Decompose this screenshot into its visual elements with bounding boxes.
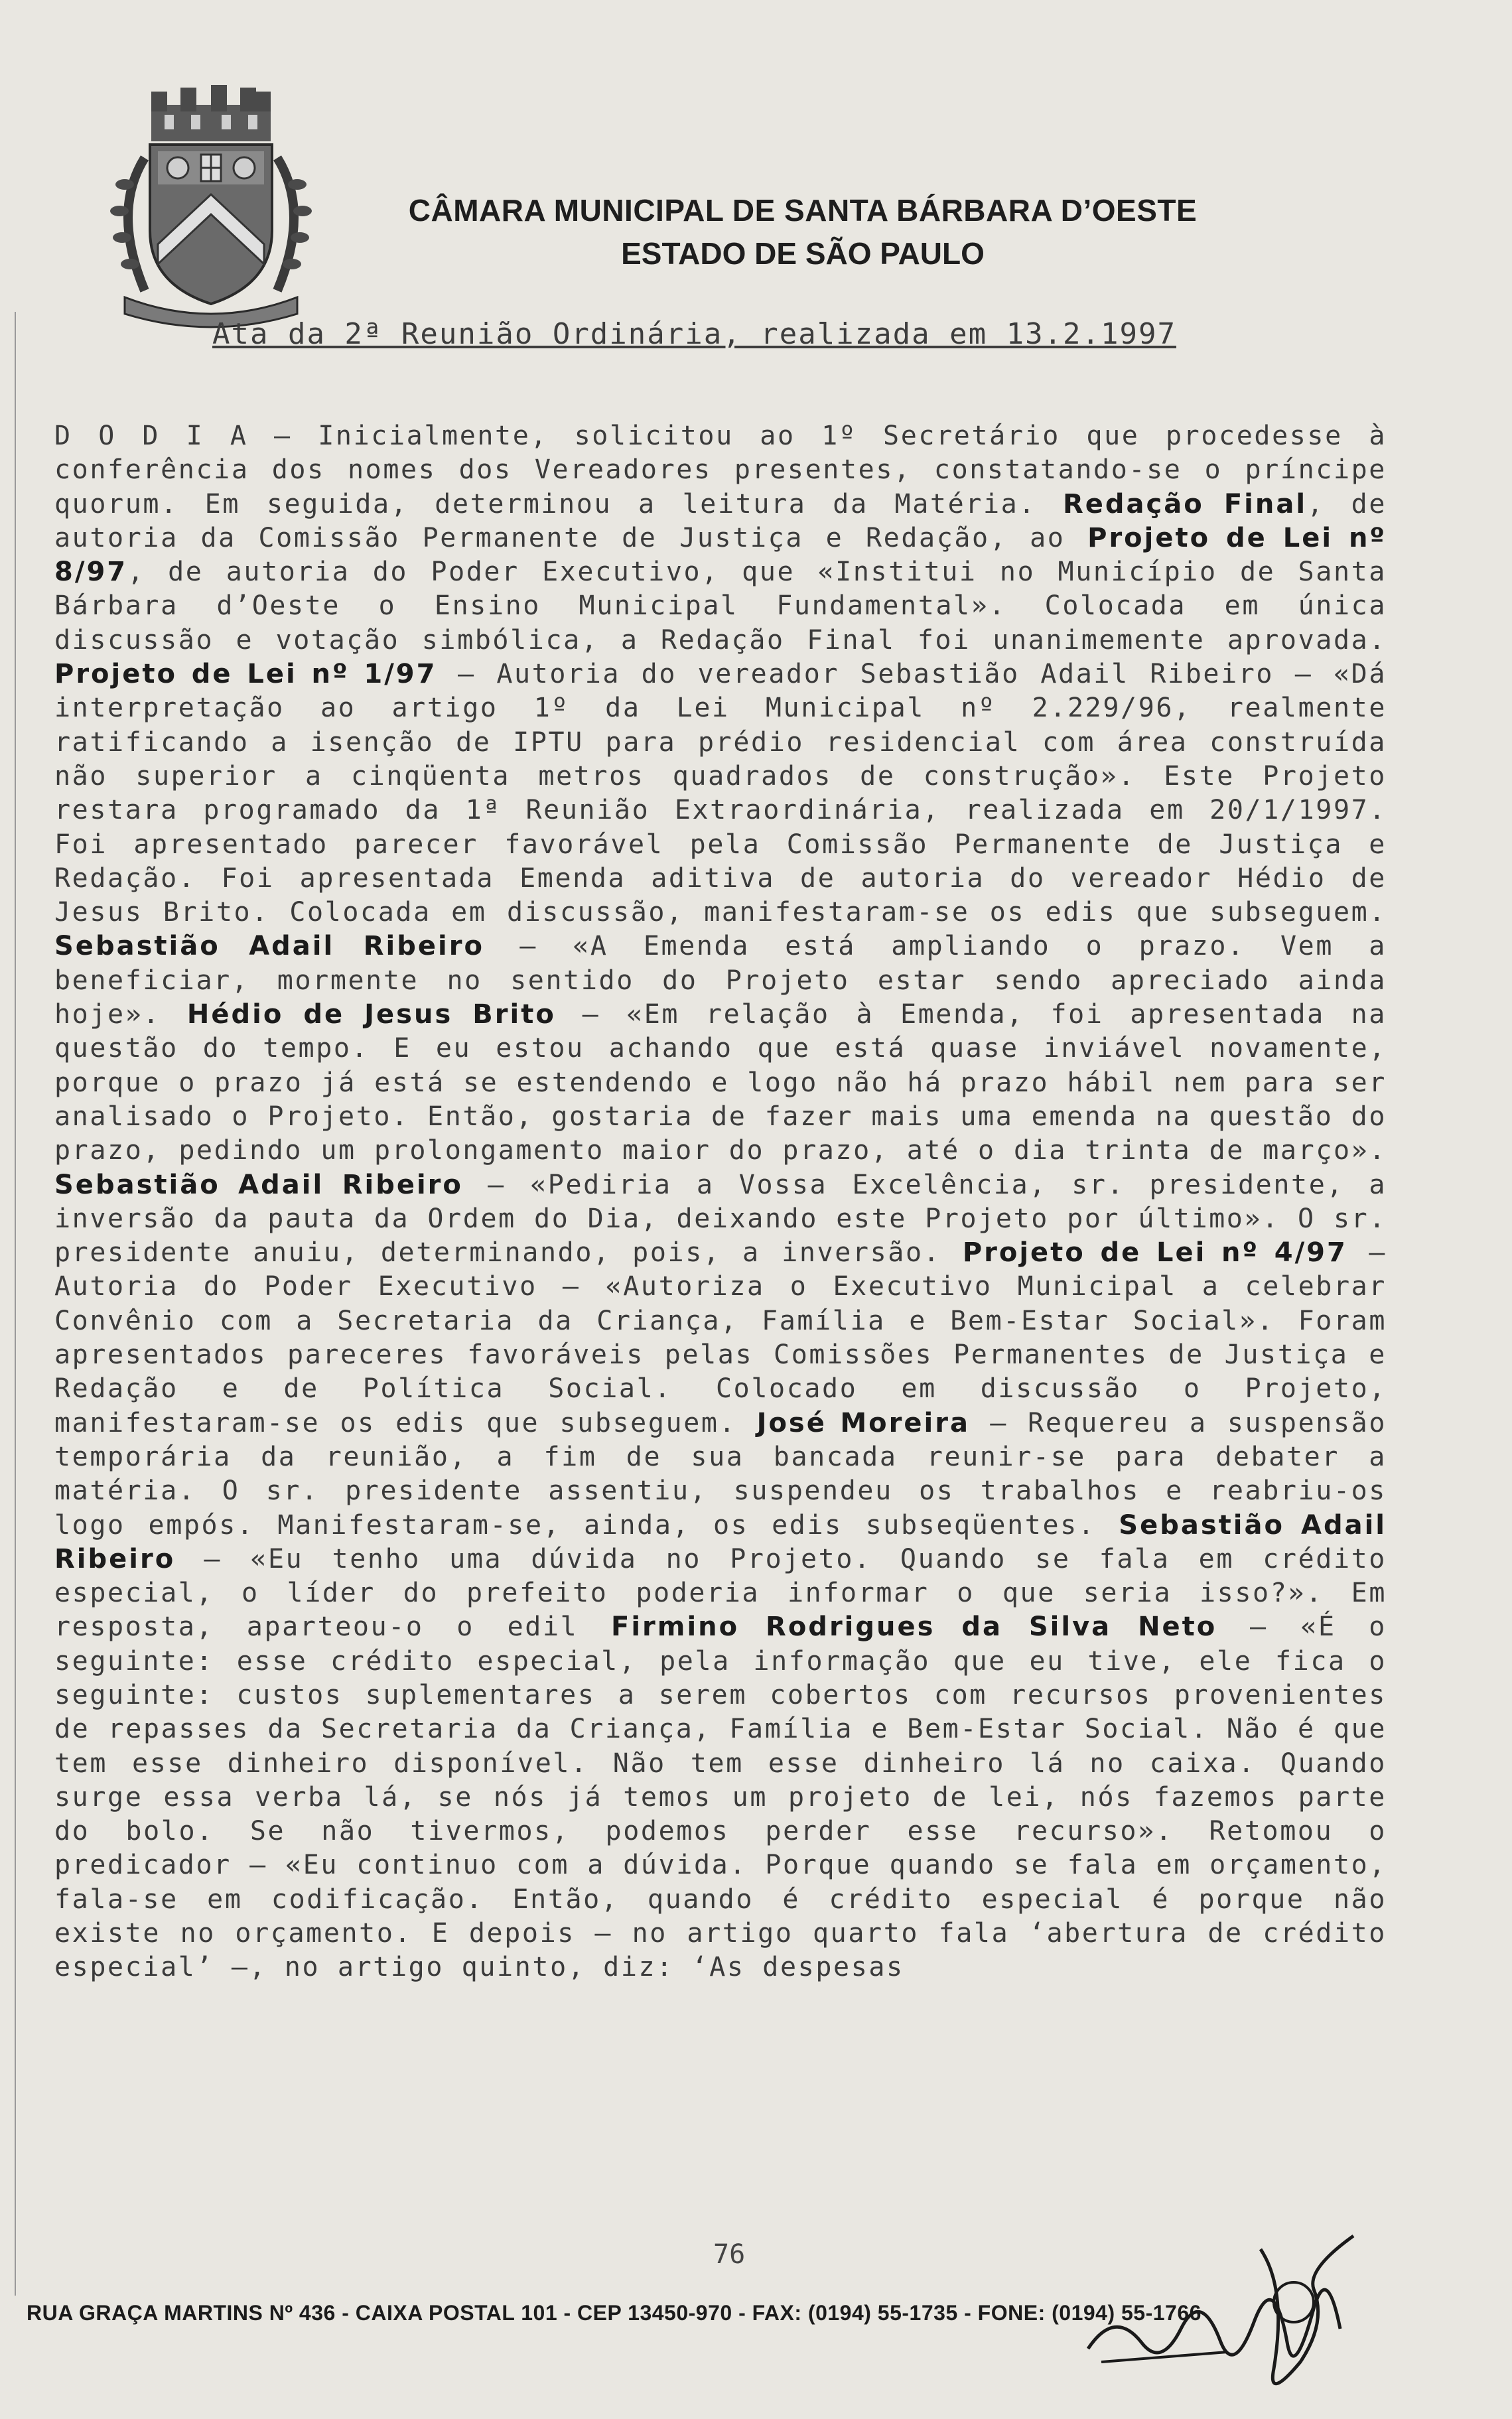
body-text-3: , de autoria do Poder Executivo, que «Institui no Município de Santa Bárbara d’Oeste o Ensino Municipal Fundamental». Colocada em única discussão e votação simbólica, a Redação Final foi unanimemente aprovada. <box>54 557 1387 656</box>
minutes-body <box>54 419 1387 1985</box>
body-bold-2: Projeto de Lei nº 8/97 <box>54 522 1387 588</box>
body-text-4: – Autoria do vereador Sebastião Adail Ribeiro – «Dá interpretação ao artigo 1º da Lei Municipal nº 2.229/96, realmente ratificando a isenção de IPTU para prédio residencial com área construída não superior a cinqüenta metros quadrados de construção». Este Projeto restara programado da 1ª Reunião Extraordinária, realizada em 20/1/1997. Foi apresentado parecer favorável pela Comissão Permanente de Justiça e Redação. Foi apresentada Emenda aditiva de autoria do vereador Hédio de Jesus Brito. Colocada em discussão, manifestaram-se os edis que subseguem. <box>54 659 1387 928</box>
body-text-5: – «A Emenda está ampliando o prazo. Vem a beneficiar, mormente no sentido do Projeto estar sendo apreciado ainda hoje». <box>54 931 1387 1030</box>
body-text-10: – «Eu tenho uma dúvida no Projeto. Quando se fala em crédito especial, o líder do prefeito poderia informar o que seria isso?». Em resposta, aparteou-o o edil <box>54 1543 1387 1643</box>
municipal-coat-of-arms-icon <box>98 78 324 330</box>
body-bold-6: Sebastião Adail Ribeiro <box>54 1169 463 1200</box>
body-bold-4: Sebastião Adail Ribeiro <box>54 931 484 962</box>
body-text-7: – «Pediria a Vossa Excelência, sr. presidente, a inversão da pauta da Ordem do Dia, deixando este Projeto por último». O sr. presidente anuiu, determinando, pois, a inversão. <box>54 1169 1387 1269</box>
body-text-6: – «Em relação à Emenda, foi apresentada na questão do tempo. E eu estou achando que está quase inviável novamente, porque o prazo já está se estendendo e logo não há prazo hábil nem para ser analisado o Projeto. Então, gostaria de fazer mais uma emenda na questão do prazo, pedindo um prolongamento maior do prazo, até o dia trinta de março». <box>54 999 1387 1166</box>
page-number: 76 <box>713 2239 746 2270</box>
body-bold-3: Projeto de Lei nº 1/97 <box>54 659 437 690</box>
body-text-8: – Autoria do Poder Executivo – «Autoriza o Executivo Municipal a celebrar Convênio com a Secretaria da Criança, Família e Bem-Estar Social». Foram apresentados pareceres favoráveis pelas Comissões Permanentes de Justiça e Redação e de Política Social. Colocado em discussão o Projeto, manifestaram-se os edis que subseguem. <box>54 1237 1387 1438</box>
body-bold-8: José Moreira <box>756 1407 970 1438</box>
margin-rule <box>15 312 16 2296</box>
chamber-name: CÂMARA MUNICIPAL DE SANTA BÁRBARA D’OESTE <box>408 193 1198 228</box>
body-bold-9: Sebastião Adail Ribeiro <box>54 1509 1387 1574</box>
state-name: ESTADO DE SÃO PAULO <box>621 236 985 271</box>
body-text-1: D O D I A – Inicialmente, solicitou ao 1º Secretário que procedesse à conferência dos nomes dos Vereadores presentes, constatando-se o príncipe quorum. Em seguida, determinou a leitura da Matéria. <box>54 421 1387 519</box>
body-text-9: – Requereu a suspensão temporária da reunião, a fim de sua bancada reunir-se para debater a matéria. O sr. presidente assentiu, suspendeu os trabalhos e reabriu-os logo empós. Manifestaram-se, ainda, os edis subseqüentes. <box>54 1407 1387 1541</box>
footer-address: RUA GRAÇA MARTINS Nº 436 - CAIXA POSTAL 101 - CEP 13450-970 - FAX: (0194) 55-1735 - FONE: (0194) 55-1766 <box>27 2301 1202 2325</box>
body-bold-5: Hédio de Jesus Brito <box>186 999 556 1030</box>
body-bold-10: Firmino Rodrigues da Silva Neto <box>611 1612 1217 1643</box>
body-text-2: , de autoria da Comissão Permanente de Justiça e Redação, ao <box>54 488 1387 553</box>
body-bold-7: Projeto de Lei nº 4/97 <box>962 1237 1347 1269</box>
ata-title: Ata da 2ª Reunião Ordinária, realizada em 13.2.1997 <box>212 317 1177 351</box>
body-text-11: – «É o seguinte: esse crédito especial, pela informação que eu tive, ele fica o seguinte: custos suplementares a serem cobertos com recursos provenientes de repasses da Secretaria da Criança, Família e Bem-Estar Social. Não é que tem esse dinheiro disponível. Não tem esse dinheiro lá no caixa. Quando surge essa verba lá, se nós já temos um projeto de lei, nós fazemos parte do bolo. Se não tivermos, podemos perder esse recurso». Retomou o predicador – «Eu continuo com a dúvida. Porque quando se fala em orçamento, fala-se em codificação. Então, quando é crédito especial é porque não existe no orçamento. E depois – no artigo quarto fala ‘abertura de crédito especial’ –, no artigo quinto, diz: ‘As despesas <box>54 1612 1387 1983</box>
body-bold-1: Redação Final <box>1062 488 1308 519</box>
